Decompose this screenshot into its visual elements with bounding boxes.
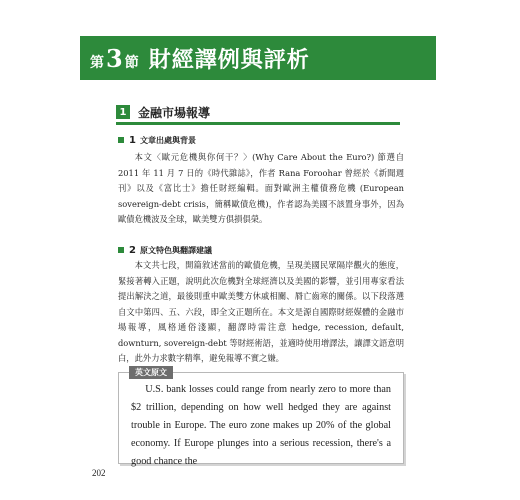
chapter-banner [80, 36, 436, 80]
english-original-text: U.S. bank losses could range from nearly zero to more than $2 trillion, depending on how well hedged they are against trouble in Europe. The euro zone makes up 20% of the global economy. If Europe plunges into a serious recession, there's a good chance the [131, 384, 391, 467]
subsection-heading-translation [118, 244, 404, 256]
chapter-title: 財經譯例與評析 [148, 46, 310, 73]
subsection-title: 文章出處與背景 [139, 135, 196, 145]
subsection-heading-background [118, 134, 404, 146]
english-original-label: 英文原文 [129, 366, 173, 379]
subsection-number: 1 [129, 134, 136, 146]
subsection-number: 2 [129, 244, 136, 256]
square-bullet-icon [118, 247, 124, 253]
chapter-number: 第3 節 [90, 43, 139, 73]
subsection-title: 原文特色與翻譯建議 [139, 245, 212, 255]
english-original-box [118, 368, 404, 467]
section-header [116, 102, 400, 125]
square-bullet-icon [118, 137, 124, 143]
page-number: 202 [92, 468, 106, 478]
section-number: 1 [116, 105, 130, 119]
background-paragraph: 本文〈歐元危機與你何干？〉(Why Care About the Euro?) 節選自 2011 年 11 月 7 日的《時代雜誌》，作者 Rana Foroohar 曾經於《新聞週刊》以及《富比士》擔任財經編輯。面對歐洲主權債務危機 (European sovereign-debt crisis，簡稱歐債危機)，作者認為美國不該置身事外，因為歐債危機波及全球，歐美雙方俱損俱榮。 [118, 152, 404, 224]
section-title: 金融市場報導 [138, 105, 211, 120]
translation-paragraph: 本文共七段，開篇敘述當前的歐債危機，呈現美國民眾隔岸觀火的態度，緊接著轉入正題，說明此次危機對全球經濟以及美國的影響，並引用專家看法提出解決之道，最後則重申歐美雙方休戚相關、脣亡齒寒的關係。以下段落選自文中第四、五、六段，即全文正題所在。本文是源自國際財經媒體的金融市場報導，風格通俗淺顯，翻譯時需注意 hedge, recession, default, downturn, sovereign-debt 等財經術語，並適時使用增譯法，讓譯文語意明白，此外力求數字精準，避免報導不實之嫌。 [118, 260, 404, 363]
